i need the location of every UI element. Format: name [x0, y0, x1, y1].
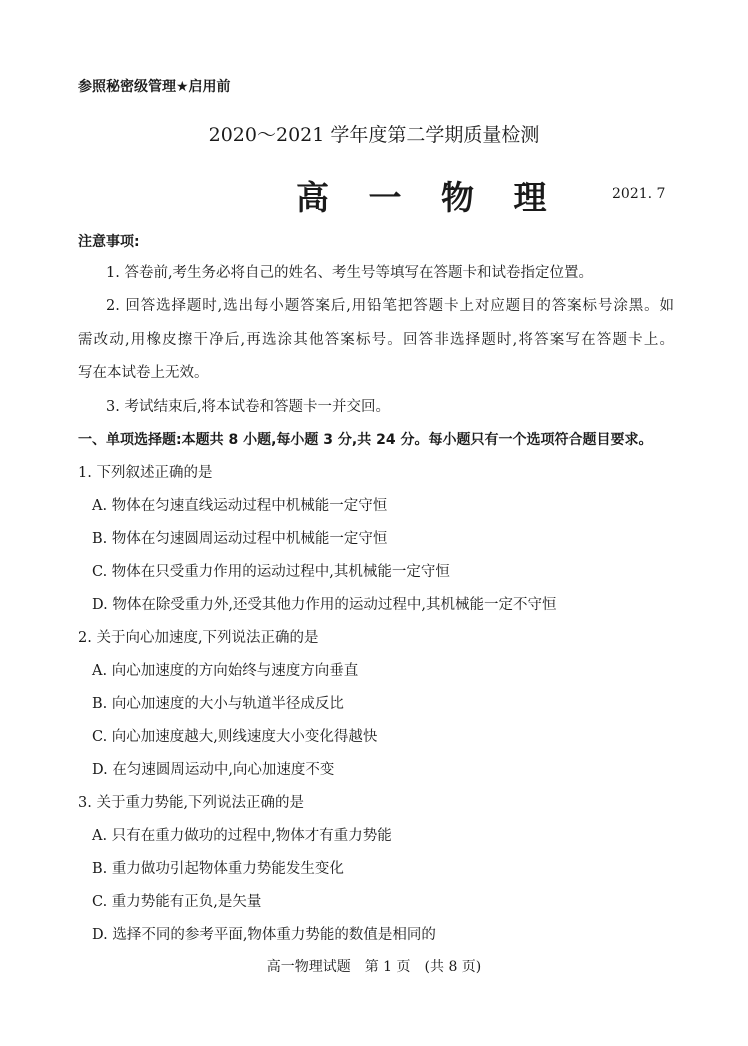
question-2-option-d: D. 在匀速圆周运动中,向心加速度不变: [92, 762, 335, 778]
exam-date: 2021. 7: [612, 186, 666, 202]
subject-title: 高 一 物 理: [296, 178, 561, 217]
exam-title: 2020～2021 学年度第二学期质量检测: [208, 124, 540, 146]
notice-item-1: 1. 答卷前,考生务必将自己的姓名、考生号等填写在答题卡和试卷指定位置。: [106, 265, 594, 281]
section-1-heading: 一、单项选择题:本题共 8 小题,每小题 3 分,共 24 分。每小题只有一个选项符合题目要求。: [78, 432, 653, 448]
question-3-option-a: A. 只有在重力做功的过程中,物体才有重力势能: [92, 828, 392, 844]
notice-heading: 注意事项:: [78, 234, 140, 250]
page-footer: 高一物理试题 第 1 页 (共 8 页): [266, 959, 482, 975]
question-3-option-c: C. 重力势能有正负,是矢量: [92, 894, 262, 910]
question-3-option-d: D. 选择不同的参考平面,物体重力势能的数值是相同的: [92, 927, 436, 943]
secrecy-label: 参照秘密级管理★启用前: [78, 79, 231, 95]
question-1-stem: 1. 下列叙述正确的是: [78, 465, 213, 481]
question-2-stem: 2. 关于向心加速度,下列说法正确的是: [78, 630, 319, 646]
notice-item-3: 3. 考试结束后,将本试卷和答题卡一并交回。: [106, 399, 391, 415]
question-1-option-a: A. 物体在匀速直线运动过程中机械能一定守恒: [92, 498, 388, 514]
notice-item-2-line-3: 写在本试卷上无效。: [78, 365, 209, 381]
question-3-stem: 3. 关于重力势能,下列说法正确的是: [78, 795, 305, 811]
question-3-option-b: B. 重力做功引起物体重力势能发生变化: [92, 861, 344, 877]
question-2-option-a: A. 向心加速度的方向始终与速度方向垂直: [92, 663, 359, 679]
question-1-option-d: D. 物体在除受重力外,还受其他力作用的运动过程中,其机械能一定不守恒: [92, 597, 557, 613]
notice-item-2-line-1: 2. 回答选择题时,选出每小题答案后,用铅笔把答题卡上对应题目的答案标号涂黑。如: [106, 298, 674, 314]
notice-item-2-line-2: 需改动,用橡皮擦干净后,再选涂其他答案标号。回答非选择题时,将答案写在答题卡上。: [78, 332, 674, 348]
question-2-option-b: B. 向心加速度的大小与轨道半径成反比: [92, 696, 344, 712]
question-1-option-b: B. 物体在匀速圆周运动过程中机械能一定守恒: [92, 531, 388, 547]
question-2-option-c: C. 向心加速度越大,则线速度大小变化得越快: [92, 729, 378, 745]
question-1-option-c: C. 物体在只受重力作用的运动过程中,其机械能一定守恒: [92, 564, 450, 580]
